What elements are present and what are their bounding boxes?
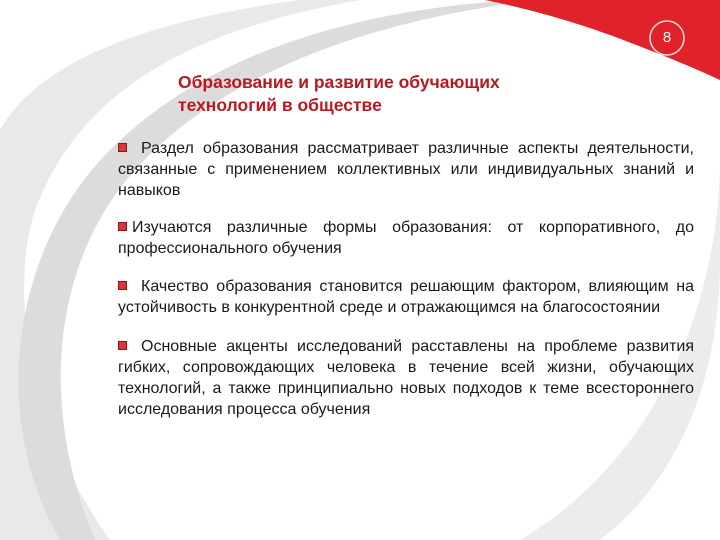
square-bullet-icon <box>118 281 127 290</box>
bullet-text: Изучаются различные формы образования: от корпоративного, до профессионального обучения <box>118 219 694 257</box>
red-corner-shape <box>485 0 720 80</box>
bullet-text: Раздел образования рассматривает различные аспекты деятельности, связанные с применением коллективных или индивидуальных знаний и навыков <box>118 140 694 199</box>
square-bullet-icon <box>118 341 127 350</box>
bullet-item <box>118 336 694 420</box>
page-number: 8 <box>662 29 672 46</box>
square-bullet-icon <box>118 143 127 152</box>
bullet-text: Основные акценты исследований расставлены на проблеме развития гибких, сопровождающих человека в течение всей жизни, обучающих технологий, а также принципиально новых подходов к теме всестороннего исследования процесса обучения <box>118 338 694 418</box>
bullet-list <box>118 138 694 436</box>
bullet-item <box>118 138 694 201</box>
bullet-item <box>118 276 694 318</box>
bullet-text: Качество образования становится решающим фактором, влияющим на устойчивость в конкурентной среде и отражающимся на благосостоянии <box>118 278 694 316</box>
square-bullet-icon <box>118 222 127 231</box>
slide-title: Образование и развитие обучающих технологий в обществе <box>178 72 500 115</box>
bullet-item <box>118 217 694 259</box>
